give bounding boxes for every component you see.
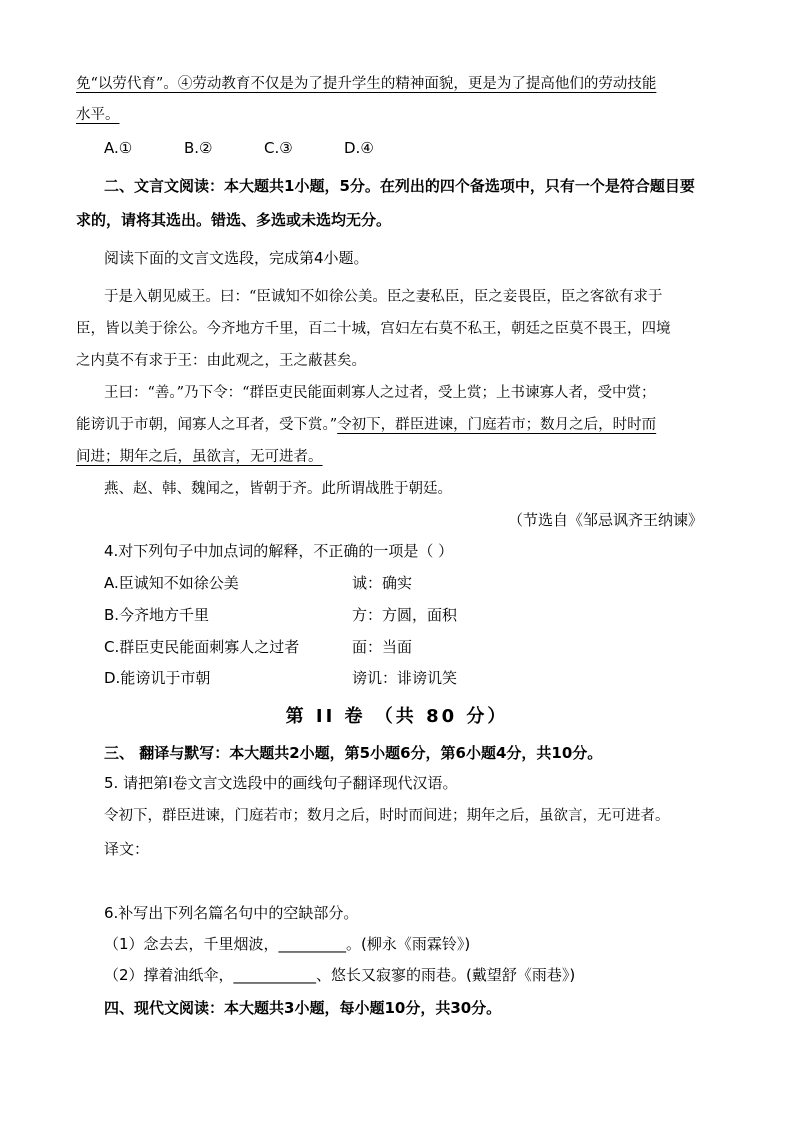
passage-p1-line1: 于是入朝见威王。曰：“臣诚知不如徐公美。臣之妻私臣，臣之妾畏臣，臣之客欲有求于 — [104, 289, 663, 305]
q4-option-b-sentence: B.今齐地方千里 — [104, 606, 210, 624]
q3-option-d: D.④ — [344, 139, 374, 157]
q3-option-b: B.② — [184, 139, 213, 157]
q4-option-c — [104, 637, 704, 657]
section3-heading: 三、 翻译与默写：本大题共2小题，第5小题6分，第6小题4分，共10分。 — [104, 744, 603, 762]
section2-instruction: 阅读下面的文言文选段，完成第4小题。 — [104, 249, 369, 267]
q3-statement-line1: 免“以劳代育”。④劳动教育不仅是为了提升学生的精神面貌，更是为了提高他们的劳动技能 — [76, 76, 657, 92]
q4-stem: 4.对下列句子中加点词的解释，不正确的一项是（ ） — [104, 542, 454, 560]
passage-p1-line3: 之内莫不有求于王：由此观之，王之蔽甚矣。 — [76, 353, 366, 369]
q4-option-d-sentence: D.能谤讥于市朝 — [104, 669, 211, 687]
q3-option-c: C.③ — [264, 139, 293, 157]
q4-option-d-explain: 谤讥：诽谤讥笑 — [352, 669, 458, 687]
q3-statement-line2: 水平。 — [76, 107, 120, 123]
q5-sentence: 令初下，群臣进谏，门庭若市；数月之后，时时而间进；期年之后，虽欲言，无可进者。 — [104, 808, 670, 824]
section4-heading: 四、现代文阅读：本大题共3小题，每小题10分，共30分。 — [104, 999, 502, 1017]
passage-underlined-sentence-part2: 间进；期年之后，虽欲言，无可进者。 — [76, 449, 323, 465]
volume-2-title: 第 II 卷 （共 80 分） — [285, 706, 509, 727]
passage-p2-line1: 王曰：“善。”乃下令：“群臣吏民能面刺寡人之过者，受上赏；上书谏寡人者，受中赏； — [104, 385, 656, 401]
passage-p2-line2-plain: 能谤讥于市朝，闻寡人之耳者，受下赏。” — [76, 417, 338, 433]
q4-option-c-explain: 面：当面 — [352, 638, 413, 656]
q3-option-a: A.① — [104, 139, 133, 157]
q4-option-a — [104, 573, 704, 593]
q4-option-c-sentence: C.群臣吏民能面刺寡人之过者 — [104, 638, 300, 656]
section2-heading-line2: 求的，请将其选出。错选、多选或未选均无分。 — [76, 211, 392, 229]
q6-stem: 6.补写出下列名篇名句中的空缺部分。 — [104, 904, 359, 922]
passage-underlined-sentence-part1: 令初下，群臣进谏，门庭若市；数月之后，时时而 — [337, 417, 657, 433]
q4-option-a-sentence: A.臣诚知不如徐公美 — [104, 574, 239, 592]
q3-options — [104, 138, 424, 158]
passage-source: （节选自《邹忌讽齐王纳谏》 — [508, 511, 704, 529]
passage-p2-line2 — [76, 415, 656, 435]
q5-stem: 5. 请把第I卷文言文选段中的画线句子翻译现代汉语。 — [104, 774, 458, 792]
q6-item-2: （2）撑着油纸伞，___________、悠长又寂寥的雨巷。(戴望舒《雨巷》) — [104, 966, 576, 984]
q4-option-d — [104, 668, 704, 688]
q5-answer-label: 译文： — [104, 840, 150, 858]
passage-p3: 燕、赵、韩、魏闻之，皆朝于齐。此所谓战胜于朝廷。 — [104, 481, 452, 497]
passage-p1-line2: 臣，皆以美于徐公。今齐地方千里，百二十城，宫妇左右莫不私王，朝廷之臣莫不畏王，四境 — [76, 321, 671, 337]
q4-option-b — [104, 605, 704, 625]
section2-heading-line1: 二、文言文阅读：本大题共1小题，5分。在列出的四个备选项中，只有一个是符合题目要 — [104, 177, 695, 195]
q4-option-b-explain: 方：方圆，面积 — [352, 606, 458, 624]
q6-item-1: （1）念去去，千里烟波，_________。(柳永《雨霖铃》) — [104, 935, 471, 953]
q4-option-a-explain: 诚：确实 — [352, 574, 413, 592]
